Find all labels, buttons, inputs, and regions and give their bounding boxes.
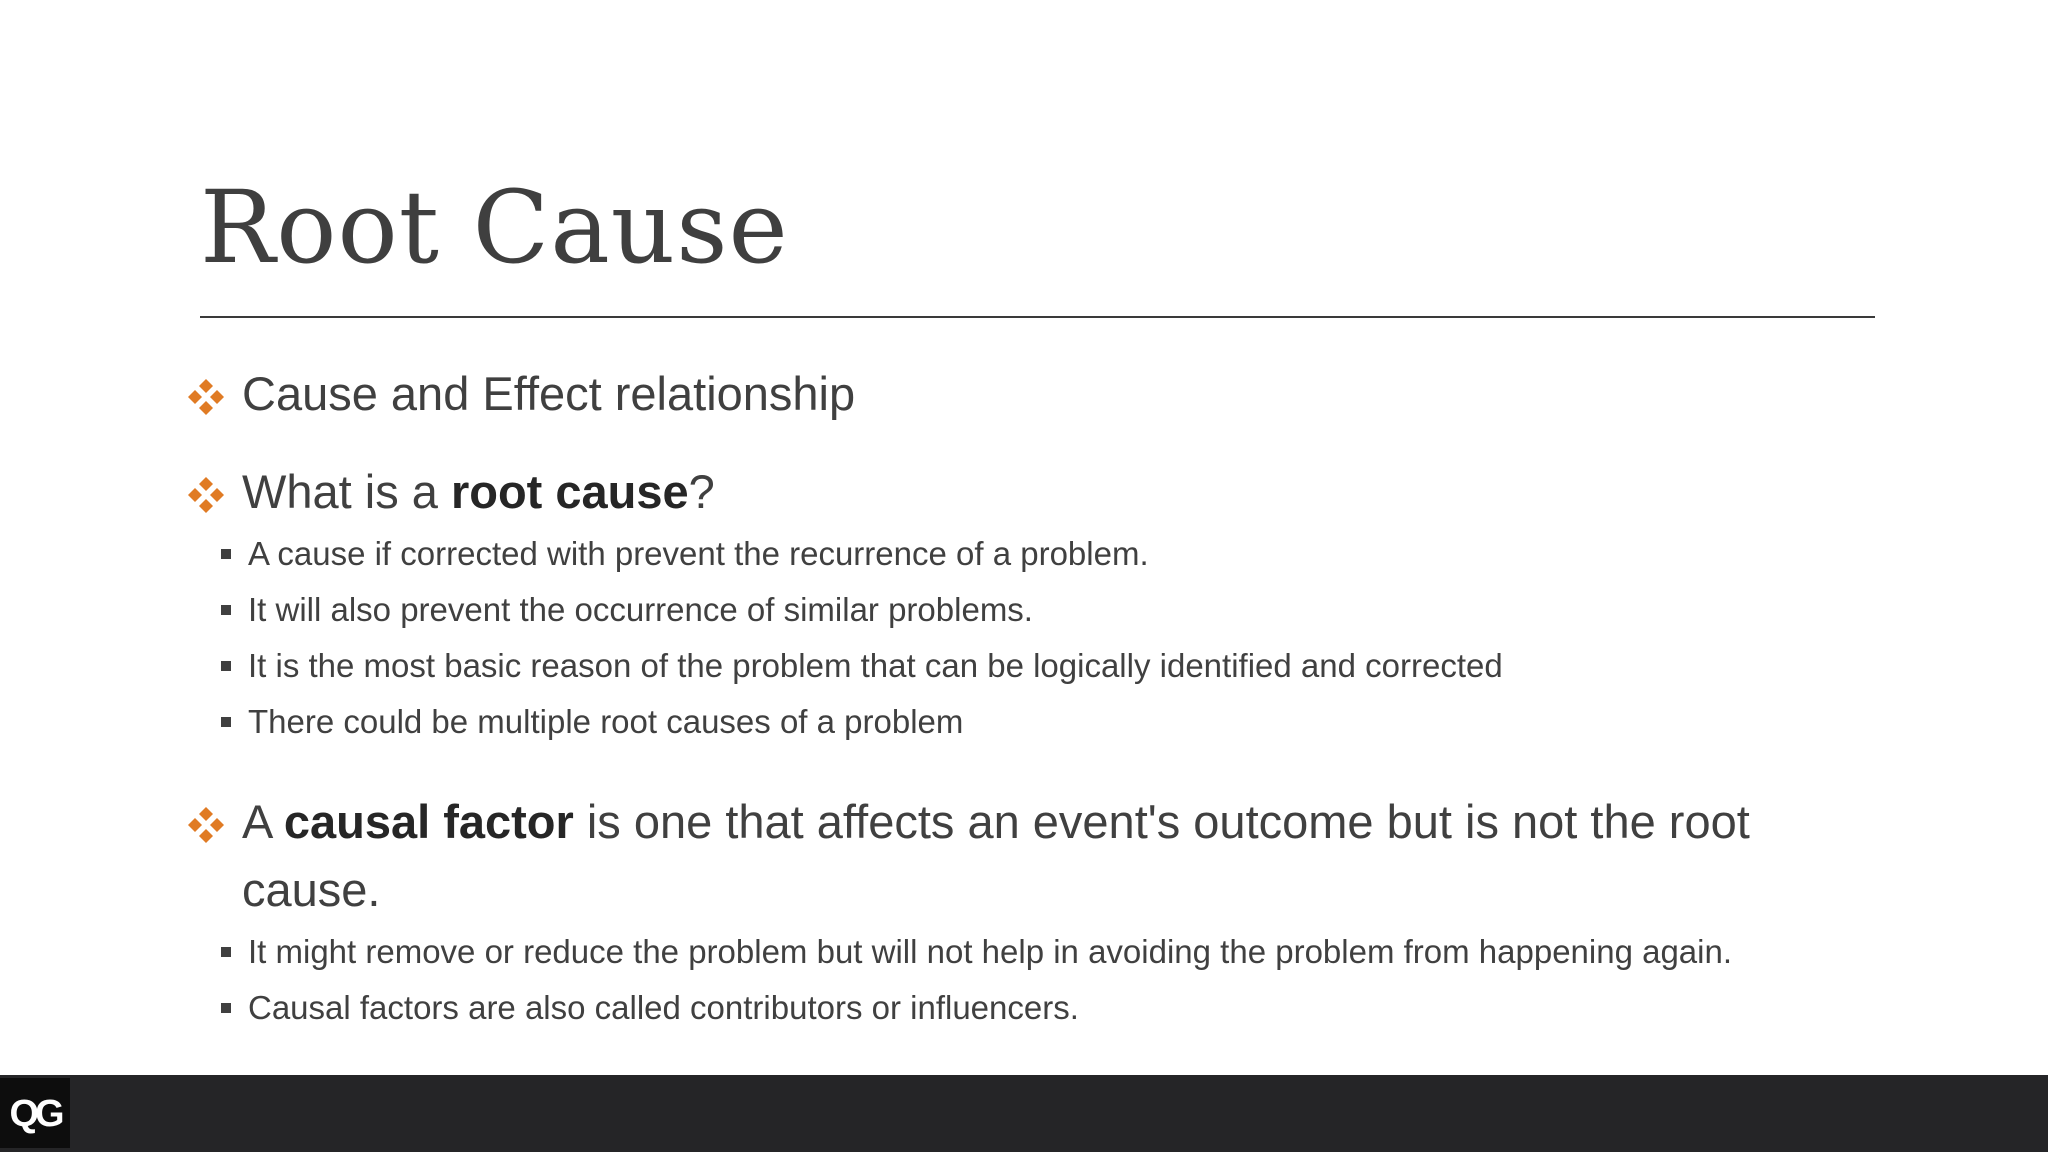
logo-text: QG — [9, 1093, 61, 1135]
bullet-causal-factor — [186, 788, 1866, 924]
square-bullet-icon — [221, 947, 231, 957]
sub-bullet — [186, 694, 1866, 750]
sub-bullet-text: There could be multiple root causes of a problem — [248, 703, 964, 740]
title-divider — [200, 316, 1875, 318]
bullet-cause-effect — [186, 360, 1866, 428]
qg-logo — [0, 1078, 70, 1148]
bullet-text-prefix: What is a — [242, 465, 451, 518]
square-bullet-icon — [221, 661, 231, 671]
sub-bullet — [186, 638, 1866, 694]
square-bullet-icon — [221, 1003, 231, 1013]
square-bullet-icon — [221, 549, 231, 559]
bullet-root-cause-question — [186, 458, 1866, 526]
sub-bullet — [186, 924, 1866, 980]
sub-bullet — [186, 526, 1866, 582]
bullet-text-emphasis: causal factor — [283, 795, 574, 848]
diamond-quad-icon — [186, 377, 226, 417]
diamond-quad-icon — [186, 805, 226, 845]
sub-bullet-text: It might remove or reduce the problem but will not help in avoiding the problem from happening again. — [248, 933, 1733, 970]
sub-bullet-text: A cause if corrected with prevent the recurrence of a problem. — [248, 535, 1149, 572]
slide-title: Root Cause — [200, 169, 789, 286]
bullet-text-suffix: is one that affects an event's outcome but is not the root cause. — [242, 795, 1750, 916]
bullet-text-suffix: ? — [688, 465, 715, 518]
footer-bar — [0, 1075, 2048, 1152]
bullet-text: Cause and Effect relationship — [242, 367, 856, 420]
slide-content — [186, 360, 1866, 1036]
sub-bullet — [186, 582, 1866, 638]
square-bullet-icon — [221, 605, 231, 615]
bullet-text-emphasis: root cause — [450, 465, 689, 518]
qg-logo-mark — [0, 1078, 70, 1148]
sub-bullet-text: Causal factors are also called contributors or influencers. — [248, 989, 1079, 1026]
bullet-text-prefix: A — [242, 795, 284, 848]
diamond-quad-icon — [186, 475, 226, 515]
sub-bullet-text: It will also prevent the occurrence of similar problems. — [248, 591, 1033, 628]
square-bullet-icon — [221, 717, 231, 727]
sub-bullet — [186, 980, 1866, 1036]
sub-bullet-text: It is the most basic reason of the problem that can be logically identified and corrected — [248, 647, 1503, 684]
